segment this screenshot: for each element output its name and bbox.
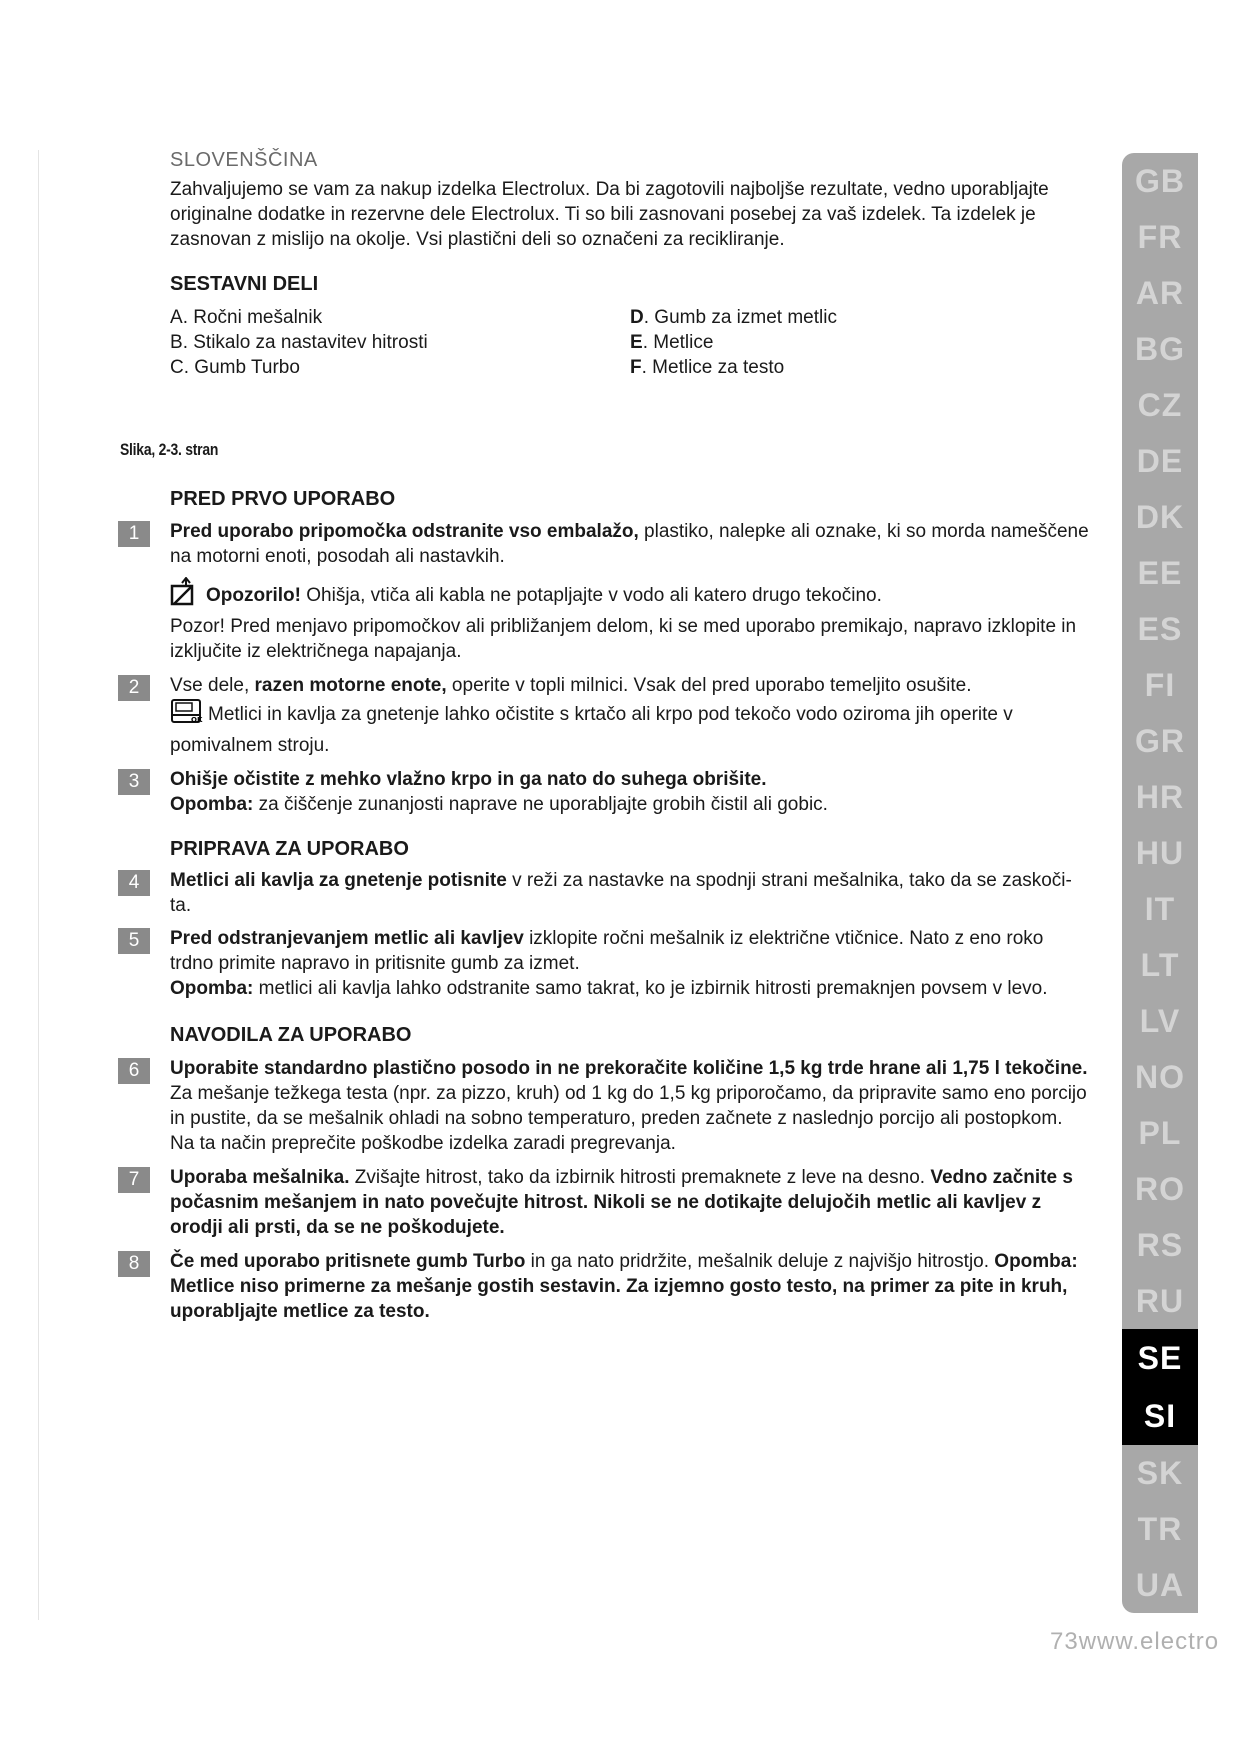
first-use-title: PRED PRVO UPORABO xyxy=(170,488,396,510)
language-tab-gr[interactable]: GR xyxy=(1122,713,1198,769)
step-number: 1 xyxy=(118,521,150,547)
step-text: Ohišje očistite z mehko vlažno krpo in ga nato do suhega obrišite. xyxy=(170,769,767,790)
parts-column-left xyxy=(170,305,630,380)
language-tab-sk[interactable]: SK xyxy=(1122,1445,1198,1501)
language-tab-hu[interactable]: HU xyxy=(1122,825,1198,881)
language-tab-no[interactable]: NO xyxy=(1122,1049,1198,1105)
language-tab-gb[interactable]: GB xyxy=(1122,153,1198,209)
step-7 xyxy=(128,1165,1090,1240)
language-tab-lt[interactable]: LT xyxy=(1122,937,1198,993)
dishwasher-icon xyxy=(170,698,204,733)
parts-title: SESTAVNI DELI xyxy=(170,273,319,295)
first-use-section xyxy=(128,487,1090,817)
step-number: 3 xyxy=(118,769,150,795)
step-number: 4 xyxy=(118,870,150,896)
language-tab-ro[interactable]: RO xyxy=(1122,1161,1198,1217)
step-text: Uporabite standardno plastično posodo in ne prekoračite količine 1,5 kg trde hrane ali 1,75 l tekočine. Za mešanje težkega testa (npr. za pizzo, kruh) od 1 kg do 1,5 kg priporočamo, da pripravite samo eno porcijo in pustite, da se mešalnik ohladi na sobno temperaturo, preden začnete z naslednjo porcijo ali postopkom. Na ta način preprečite poškodbe izdelka zaradi pregrevanja. xyxy=(170,1058,1088,1154)
language-tab-es[interactable]: ES xyxy=(1122,601,1198,657)
language-tab-hr[interactable]: HR xyxy=(1122,769,1198,825)
step-text: Če med uporabo pritisnete gumb Turbo in ga nato pridržite, mešalnik deluje z najvišjo hitrostjo. Opomba: Metlice niso primerne za mešanje gostih sestavin. Za izjemno gosto testo, na primer za pite in kruh, uporabljajte metlice za testo. xyxy=(170,1251,1078,1322)
step-text: Pred uporabo pripomočka odstranite vso embalažo, plastiko, nalepke ali oznake, ki so morda nameščene na motorni enoti, posodah ali nastavkih. xyxy=(170,521,1089,567)
dishwasher-note: OK Metlici in kavlja za gnetenje lahko očistite s krtačo ali krpo pod tekočo vodo oziroma jih operite v pomivalnem stroju. xyxy=(170,698,1090,758)
part-item: A. Ročni mešalnik xyxy=(170,307,323,328)
figure-reference: Slika, 2-3. stran xyxy=(120,440,219,459)
step-text: Uporaba mešalnika. Zvišajte hitrost, tako da izbirnik hitrosti premaknete z leve na desno. Vedno začnite s počasnim mešanjem in nato povečujte hitrost. Nikoli se ne dotikajte delujočih metlic ali kavljev z orodji ali prsti, da se ne poškodujete. xyxy=(170,1167,1073,1238)
svg-text:OK: OK xyxy=(191,716,203,724)
language-tab-rs[interactable]: RS xyxy=(1122,1217,1198,1273)
warning-note: Opozorilo! Ohišja, vtiča ali kabla ne potapljajte v vodo ali katero drugo tekočino. Pozor! Pred menjavo pripomočkov ali približanjem delom, ki se med uporabo premikajo, napravo izklopite in izključite iz električnega napajanja. xyxy=(170,577,1090,664)
language-tab-ee[interactable]: EE xyxy=(1122,545,1198,601)
intro-paragraph: Zahvaljujemo se vam za nakup izdelka Electrolux. Da bi zagotovili najboljše rezultate, vedno uporabljajte originalne dodatke in rezervne dele Electrolux. Ti so bili zasnovani posebej za vaš izdelek. Ta izdelek je zasnovan z mislijo na okolje. Vsi plastični deli so označeni za recikliranje. xyxy=(170,179,1049,250)
page-footer: 73www.electro xyxy=(1050,1628,1220,1655)
step-4 xyxy=(128,868,1090,918)
language-tab-ru[interactable]: RU xyxy=(1122,1273,1198,1329)
step-text: Metlici ali kavlja za gnetenje potisnite v reži za nastavke na spodnji strani mešalnika, tako da se zaskoči-ta. xyxy=(170,870,1072,916)
step-8 xyxy=(128,1249,1090,1324)
language-tab-se[interactable]: SE xyxy=(1122,1329,1198,1387)
language-tab-de[interactable]: DE xyxy=(1122,433,1198,489)
usage-section xyxy=(128,1023,1090,1324)
step-1 xyxy=(128,519,1090,569)
language-tab-cz[interactable]: CZ xyxy=(1122,377,1198,433)
language-tab-dk[interactable]: DK xyxy=(1122,489,1198,545)
part-item: C. Gumb Turbo xyxy=(170,357,300,378)
step-2 xyxy=(128,673,1090,758)
margin-rule xyxy=(38,150,39,1620)
step-5 xyxy=(128,926,1090,1001)
language-tab-tr[interactable]: TR xyxy=(1122,1501,1198,1557)
step-text: Pred odstranjevanjem metlic ali kavljev izklopite ročni mešalnik iz električne vtičnice. Nato z eno roko trdno primite napravo in pritisnite gumb za izmet. xyxy=(170,928,1044,974)
language-tab-fr[interactable]: FR xyxy=(1122,209,1198,265)
step-number: 6 xyxy=(118,1058,150,1084)
part-item: D. Gumb za izmet metlic xyxy=(630,307,837,328)
step-note: Opomba: za čiščenje zunanjosti naprave ne uporabljajte grobih čistil ali gobic. xyxy=(170,794,828,815)
language-tab-ua[interactable]: UA xyxy=(1122,1557,1198,1613)
part-item: E. Metlice xyxy=(630,332,714,353)
parts-list xyxy=(170,305,1090,380)
step-number: 7 xyxy=(118,1167,150,1193)
step-text: Vse dele, razen motorne enote, operite v topli milnici. Vsak del pred uporabo temeljito osušite. xyxy=(170,675,972,696)
usage-title: NAVODILA ZA UPORABO xyxy=(170,1024,412,1046)
language-tabs xyxy=(1122,153,1198,1613)
prepare-section xyxy=(128,837,1090,1001)
language-tab-pl[interactable]: PL xyxy=(1122,1105,1198,1161)
no-immersion-icon xyxy=(170,577,202,614)
step-number: 5 xyxy=(118,928,150,954)
part-item: F. Metlice za testo xyxy=(630,357,785,378)
language-tab-bg[interactable]: BG xyxy=(1122,321,1198,377)
language-title: SLOVENŠČINA xyxy=(170,149,318,171)
step-number: 8 xyxy=(118,1251,150,1277)
language-tab-si[interactable]: SI xyxy=(1122,1387,1198,1445)
step-3 xyxy=(128,767,1090,817)
step-6 xyxy=(128,1056,1090,1156)
step-number: 2 xyxy=(118,675,150,701)
prepare-title: PRIPRAVA ZA UPORABO xyxy=(170,838,409,860)
language-tab-lv[interactable]: LV xyxy=(1122,993,1198,1049)
intro-section xyxy=(170,148,1090,380)
step-note: Opomba: metlici ali kavlja lahko odstranite samo takrat, ko je izbirnik hitrosti premaknjen povsem v levo. xyxy=(170,978,1048,999)
language-tab-fi[interactable]: FI xyxy=(1122,657,1198,713)
part-item: B. Stikalo za nastavitev hitrosti xyxy=(170,332,428,353)
language-tab-ar[interactable]: AR xyxy=(1122,265,1198,321)
parts-column-right xyxy=(630,305,1090,380)
language-tab-it[interactable]: IT xyxy=(1122,881,1198,937)
